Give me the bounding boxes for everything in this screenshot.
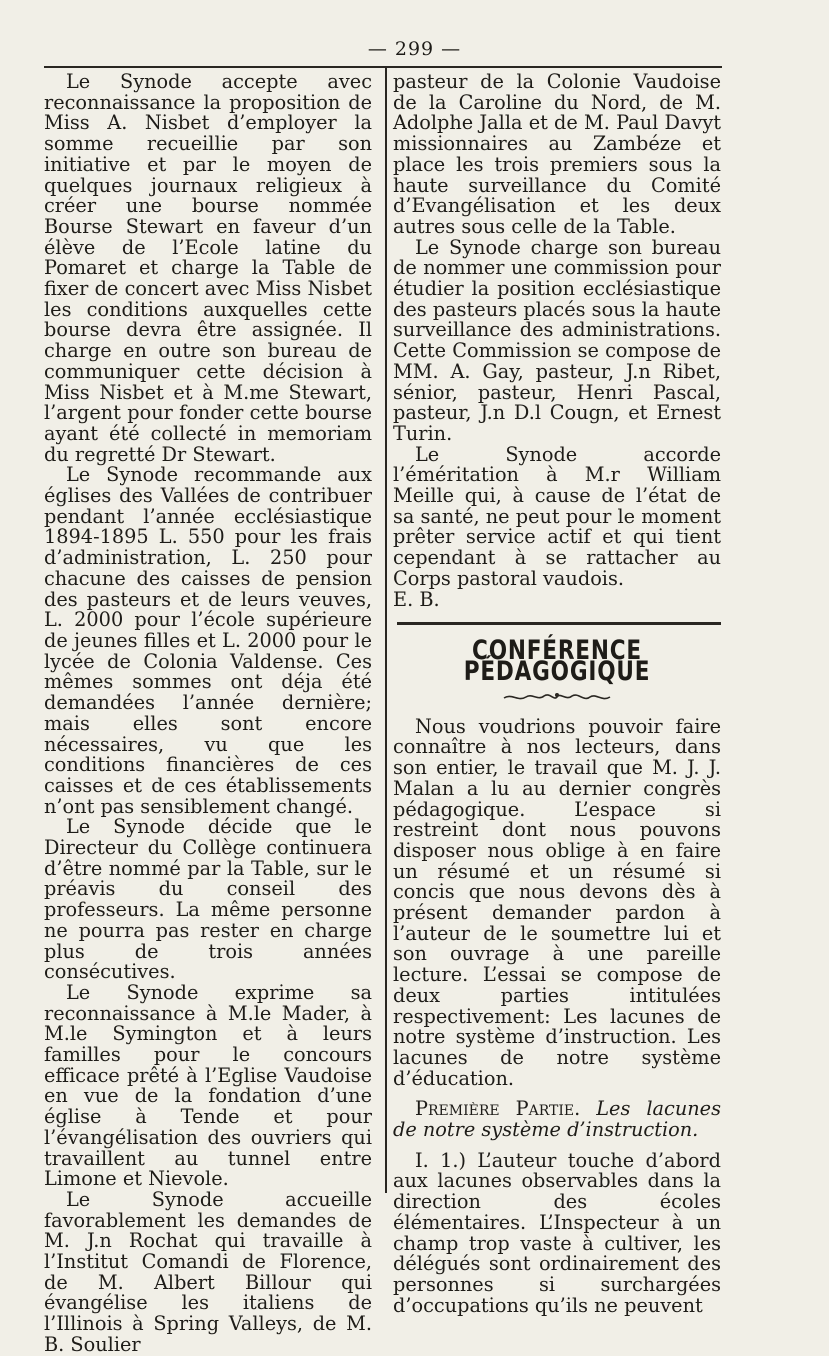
page-number: — 299 — bbox=[367, 38, 462, 60]
column-divider bbox=[385, 68, 387, 1193]
synod-commission-paragraph: Le Synode charge son bureau de nommer une commission pour étudier la position ecclésiastique des pasteurs placés sous la haute surveillance des administrations. Cette Commission se compose de MM. A. Gay, pasteur, J.n Ribet, sénior, pasteur, Henri Pascal, pasteur, J.n D.l Cougn, et Ernest Turin. bbox=[393, 235, 721, 445]
part-label: Première Partie. bbox=[415, 1097, 581, 1121]
synod-contributions-paragraph: Le Synode recommande aux églises des Vallées de contribuer pendant l’année ecclésiastique 1894-1895 L. 550 pour les frais d’administration, L. 250 pour chacune des caisses de pension des pasteurs et de leurs veuves, L. 2000 pour l’école supérieure de jeunes filles et L. 2000 pour le lycée de Colonia Valdense. Ces mêmes sommes ont déja été demandées l’année dernière; mais elles sont encore nécessaires, vu que les conditions financières de ces caisses et de ces établissements n’ont pas sensiblement changé. bbox=[44, 463, 372, 818]
synod-bourse-paragraph: Le Synode accepte avec reconnaissance la proposition de Miss A. Nisbet d’employer la somme recueillie par son initiative et par le moyen de quelques journaux religieux à créer une bourse nommée Bourse Stewart en faveur d’un élève de l’Ecole latine du Pomaret et charge la Table de fixer de concert avec Miss Nisbet les conditions auxquelles cette bourse devra être assignée. Il charge en outre son bureau de communiquer cette décision à Miss Nisbet et à M.me Stewart, l’argent pour fonder cette bourse ayant été collecté in memoriam du regretté Dr Stewart. bbox=[44, 70, 372, 466]
synod-requests-continued-paragraph: pasteur de la Colonie Vaudoise de la Caroline du Nord, de M. Adolphe Jalla et de M. Paul Davyt missionnaires au Zambéze et place les trois premiers sous la haute surveillance du Comité d’Evangélisation et les deux autres sous celle de la Table. bbox=[393, 70, 721, 238]
right-column bbox=[393, 72, 721, 1316]
ornament-flourish-icon bbox=[393, 689, 721, 705]
header-rule bbox=[44, 66, 722, 68]
section-heading: CONFÉRENCE PÉDAGOGIQUE bbox=[463, 635, 651, 687]
part-heading-paragraph bbox=[393, 1099, 721, 1140]
left-column bbox=[44, 72, 372, 1356]
synod-emeritus-paragraph: Le Synode accorde l’éméritation à M.r William Meille qui, à cause de l’état de sa santé, ne peut pour le moment prêter service actif et qui tient cependant à se rattacher au Corps pastoral vaudois. bbox=[393, 442, 721, 590]
synod-gratitude-paragraph: Le Synode exprime sa reconnaissance à M.le Mader, à M.le Symington et à leurs familles pour le concours efficace prêté à l’Eglise Vaudoise en vue de la fondation d’une église à Tende et pour l’évangélisation des ouvriers qui travaillent au tunnel entre Limone et Nievole. bbox=[44, 980, 372, 1191]
section-divider bbox=[397, 622, 721, 625]
synod-college-director-paragraph: Le Synode décide que le Directeur du Collège continuera d’être nommé par la Table, sur le préavis du conseil des professeurs. La même personne ne pourra pas rester en charge plus de trois années consécutives. bbox=[44, 815, 372, 984]
author-signature: E. B. bbox=[393, 587, 440, 611]
synod-requests-paragraph: Le Synode accueille favorablement les demandes de M. J.n Rochat qui travaille à l’Institut Comandi de Florence, de M. Albert Billour qui évangélise les italiens de l’Illinois à Spring Valleys, de M. B. Soulier bbox=[44, 1187, 372, 1356]
inspection-paragraph: I. 1.) L’auteur touche d’abord aux lacunes observables dans la direction des écoles élémentaires. L’Inspecteur à un champ trop vaste à cultiver, les délégués sont ordinairement des personnes si surchargées d’occupations qu’ils ne peuvent bbox=[393, 1148, 721, 1317]
conference-intro-paragraph: Nous voudrions pouvoir faire connaître à nos lecteurs, dans son entier, le travail que M. J. J. Malan a lu au dernier congrès pédagogique. L’espace si restreint dont nous pouvons disposer nous oblige à en faire un résumé et un résumé si concis que nous devons dès à présent demander pardon à l’auteur de le soumettre lui et son ouvrage à une pareille lecture. L’essai se compose de deux parties intitulées respectivement: Les lacunes de notre système d’instruction. Les lacunes de notre système d’éducation. bbox=[393, 714, 721, 1090]
part-title: Les lacunes de notre système d’instruction. bbox=[393, 1097, 721, 1142]
